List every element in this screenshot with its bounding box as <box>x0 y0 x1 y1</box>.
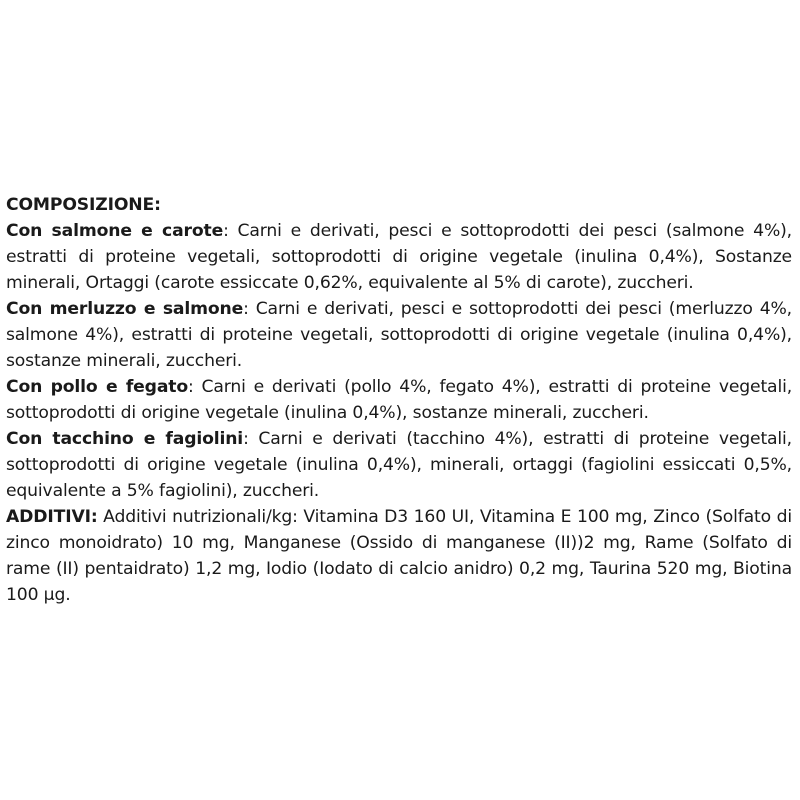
section-cod-salmon <box>6 296 792 374</box>
section-label: Con salmone e carote <box>6 221 224 241</box>
section-label: Con tacchino e fagiolini <box>6 429 244 449</box>
section-chicken-liver <box>6 374 792 426</box>
section-salmon-carrots <box>6 218 792 296</box>
section-text: : Carni e derivati, pesci e sottoprodotti dei pesci (salmone 4%), estratti di proteine vegetali, sottoprodotti di origine vegetale (inulina 0,4%), Sostanze minerali, Ortaggi (carote essiccate 0,62%, equivalente al 5% di carote), zuccheri. <box>6 221 792 293</box>
section-text: : Carni e derivati, pesci e sottoprodotti dei pesci (merluzzo 4%, salmone 4%), estratti di proteine vegetali, sottoprodotti di origine vegetale (inulina 0,4%), sostanze minerali, zuccheri. <box>6 299 792 371</box>
section-additives <box>6 504 792 608</box>
section-text: : Carni e derivati (tacchino 4%), estratti di proteine vegetali, sottoprodotti di origine vegetale (inulina 0,4%), minerali, ortaggi (fagiolini essiccati 0,5%, equivalente a 5% fagiolini), zuccheri. <box>6 429 792 501</box>
section-label: Con pollo e fegato <box>6 377 189 397</box>
section-text: : Carni e derivati (pollo 4%, fegato 4%), estratti di proteine vegetali, sottoprodotti di origine vegetale (inulina 0,4%), sostanze minerali, zuccheri. <box>6 377 793 423</box>
section-label: Con merluzzo e salmone <box>6 299 244 319</box>
section-label: ADDITIVI: <box>6 507 98 527</box>
composition-heading: COMPOSIZIONE: <box>6 195 161 215</box>
composition-document <box>6 192 792 608</box>
section-turkey-beans <box>6 426 792 504</box>
section-text: Additivi nutrizionali/kg: Vitamina D3 160 UI, Vitamina E 100 mg, Zinco (Solfato di zinco monoidrato) 10 mg, Manganese (Ossido di manganese (II))2 mg, Rame (Solfato di rame (II) pentaidrato) 1,2 mg, Iodio (Iodato di calcio anidro) 0,2 mg, Taurina 520 mg, Biotina 100 µg. <box>6 507 792 605</box>
